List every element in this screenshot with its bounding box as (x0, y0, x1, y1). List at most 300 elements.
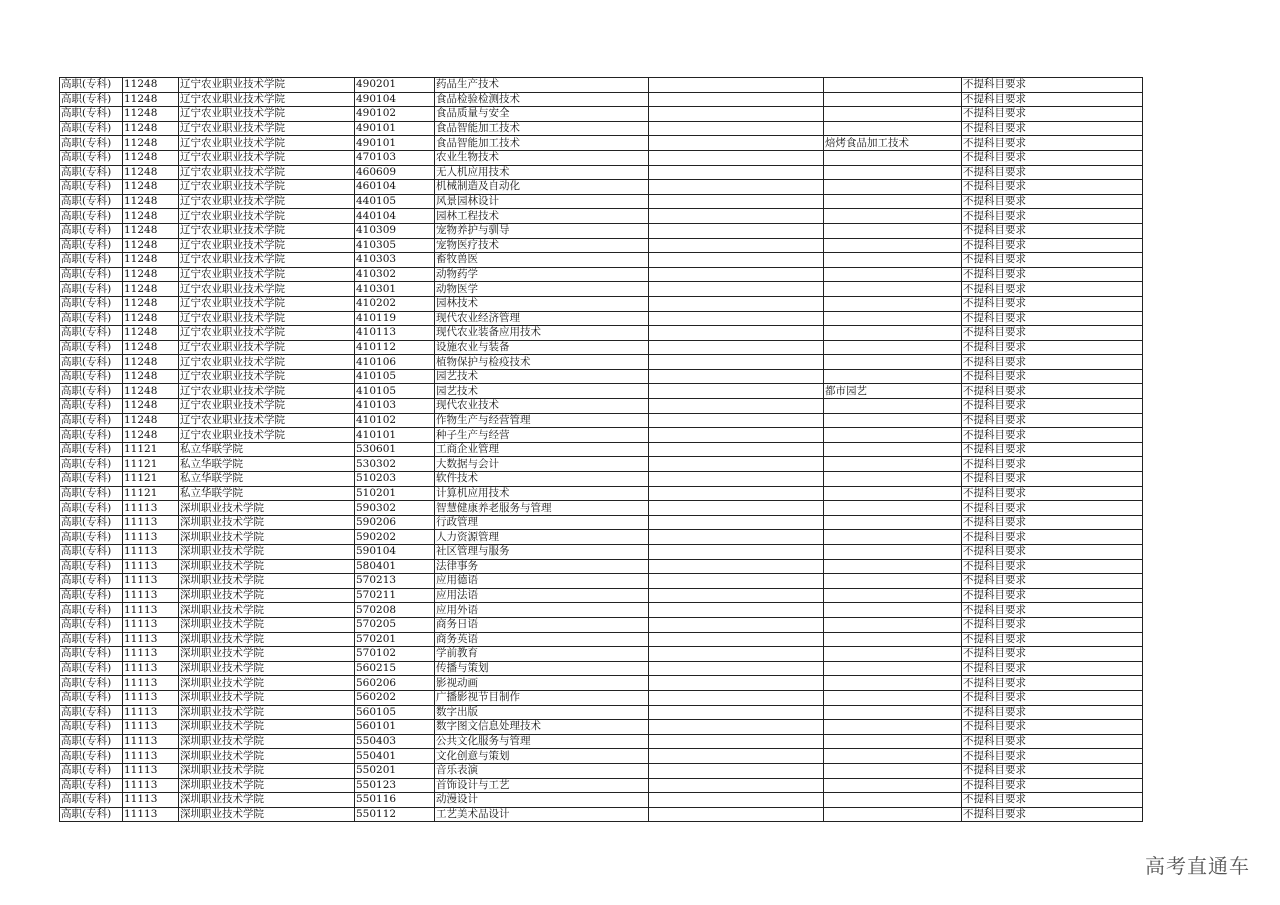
note-cell (649, 501, 824, 516)
major-code-cell: 550112 (355, 807, 435, 822)
direction-cell (824, 369, 962, 384)
level-cell: 高职(专科) (60, 267, 123, 282)
subject-requirement-cell: 不提科目要求 (962, 647, 1143, 662)
direction-cell (824, 778, 962, 793)
major-code-cell: 530302 (355, 457, 435, 472)
school-name-cell: 辽宁农业职业技术学院 (179, 194, 355, 209)
school-code-cell: 11248 (123, 311, 179, 326)
school-name-cell: 辽宁农业职业技术学院 (179, 369, 355, 384)
major-name-cell: 商务英语 (435, 632, 649, 647)
major-name-cell: 植物保护与检疫技术 (435, 355, 649, 370)
major-name-cell: 园艺技术 (435, 384, 649, 399)
subject-requirement-cell: 不提科目要求 (962, 632, 1143, 647)
school-code-cell: 11113 (123, 705, 179, 720)
level-cell: 高职(专科) (60, 545, 123, 560)
school-name-cell: 深圳职业技术学院 (179, 603, 355, 618)
major-name-cell: 智慧健康养老服务与管理 (435, 501, 649, 516)
school-name-cell: 辽宁农业职业技术学院 (179, 180, 355, 195)
level-cell: 高职(专科) (60, 734, 123, 749)
note-cell (649, 399, 824, 414)
table-row (60, 150, 1143, 165)
school-code-cell: 11113 (123, 720, 179, 735)
note-cell (649, 121, 824, 136)
level-cell: 高职(专科) (60, 720, 123, 735)
school-name-cell: 深圳职业技术学院 (179, 807, 355, 822)
major-name-cell: 工商企业管理 (435, 442, 649, 457)
direction-cell (824, 545, 962, 560)
major-name-cell: 首饰设计与工艺 (435, 778, 649, 793)
note-cell (649, 457, 824, 472)
school-code-cell: 11113 (123, 574, 179, 589)
major-code-cell: 560215 (355, 661, 435, 676)
school-name-cell: 辽宁农业职业技术学院 (179, 150, 355, 165)
level-cell: 高职(专科) (60, 603, 123, 618)
school-name-cell: 私立华联学院 (179, 486, 355, 501)
school-code-cell: 11248 (123, 165, 179, 180)
subject-requirement-cell: 不提科目要求 (962, 92, 1143, 107)
school-code-cell: 11248 (123, 384, 179, 399)
table-row (60, 690, 1143, 705)
major-name-cell: 法律事务 (435, 559, 649, 574)
table-row (60, 515, 1143, 530)
direction-cell (824, 209, 962, 224)
school-code-cell: 11113 (123, 617, 179, 632)
school-code-cell: 11113 (123, 515, 179, 530)
major-name-cell: 风景园林设计 (435, 194, 649, 209)
school-code-cell: 11113 (123, 749, 179, 764)
direction-cell (824, 267, 962, 282)
admissions-table (59, 77, 1143, 822)
note-cell (649, 340, 824, 355)
subject-requirement-cell: 不提科目要求 (962, 588, 1143, 603)
table-row (60, 121, 1143, 136)
school-name-cell: 辽宁农业职业技术学院 (179, 413, 355, 428)
note-cell (649, 311, 824, 326)
school-name-cell: 辽宁农业职业技术学院 (179, 165, 355, 180)
table-row (60, 282, 1143, 297)
level-cell: 高职(专科) (60, 150, 123, 165)
note-cell (649, 267, 824, 282)
table-row (60, 763, 1143, 778)
school-name-cell: 深圳职业技术学院 (179, 501, 355, 516)
school-code-cell: 11121 (123, 486, 179, 501)
subject-requirement-cell: 不提科目要求 (962, 355, 1143, 370)
level-cell: 高职(专科) (60, 428, 123, 443)
note-cell (649, 486, 824, 501)
table-row (60, 530, 1143, 545)
subject-requirement-cell: 不提科目要求 (962, 253, 1143, 268)
level-cell: 高职(专科) (60, 632, 123, 647)
level-cell: 高职(专科) (60, 793, 123, 808)
direction-cell (824, 515, 962, 530)
school-code-cell: 11113 (123, 559, 179, 574)
direction-cell (824, 442, 962, 457)
school-code-cell: 11121 (123, 472, 179, 487)
major-name-cell: 音乐表演 (435, 763, 649, 778)
school-name-cell: 深圳职业技术学院 (179, 632, 355, 647)
direction-cell (824, 180, 962, 195)
direction-cell (824, 617, 962, 632)
school-code-cell: 11248 (123, 194, 179, 209)
school-code-cell: 11248 (123, 340, 179, 355)
school-code-cell: 11113 (123, 530, 179, 545)
school-code-cell: 11248 (123, 355, 179, 370)
level-cell: 高职(专科) (60, 384, 123, 399)
subject-requirement-cell: 不提科目要求 (962, 194, 1143, 209)
note-cell (649, 384, 824, 399)
table-row (60, 632, 1143, 647)
note-cell (649, 150, 824, 165)
note-cell (649, 647, 824, 662)
school-name-cell: 深圳职业技术学院 (179, 690, 355, 705)
direction-cell (824, 734, 962, 749)
direction-cell (824, 749, 962, 764)
school-code-cell: 11113 (123, 545, 179, 560)
subject-requirement-cell: 不提科目要求 (962, 763, 1143, 778)
level-cell: 高职(专科) (60, 501, 123, 516)
table-row (60, 238, 1143, 253)
major-name-cell: 数字图文信息处理技术 (435, 720, 649, 735)
school-name-cell: 深圳职业技术学院 (179, 749, 355, 764)
major-code-cell: 410103 (355, 399, 435, 414)
major-code-cell: 560101 (355, 720, 435, 735)
subject-requirement-cell: 不提科目要求 (962, 223, 1143, 238)
note-cell (649, 136, 824, 151)
table-row (60, 267, 1143, 282)
level-cell: 高职(专科) (60, 690, 123, 705)
school-name-cell: 深圳职业技术学院 (179, 647, 355, 662)
note-cell (649, 778, 824, 793)
table-row (60, 107, 1143, 122)
major-name-cell: 应用外语 (435, 603, 649, 618)
major-name-cell: 应用德语 (435, 574, 649, 589)
direction-cell (824, 326, 962, 341)
school-code-cell: 11248 (123, 253, 179, 268)
major-name-cell: 园林工程技术 (435, 209, 649, 224)
major-code-cell: 410303 (355, 253, 435, 268)
school-code-cell: 11113 (123, 588, 179, 603)
major-code-cell: 590104 (355, 545, 435, 560)
school-code-cell: 11248 (123, 209, 179, 224)
table-row (60, 399, 1143, 414)
major-code-cell: 560105 (355, 705, 435, 720)
major-code-cell: 590202 (355, 530, 435, 545)
note-cell (649, 223, 824, 238)
subject-requirement-cell: 不提科目要求 (962, 340, 1143, 355)
school-name-cell: 深圳职业技术学院 (179, 588, 355, 603)
subject-requirement-cell: 不提科目要求 (962, 413, 1143, 428)
note-cell (649, 807, 824, 822)
table-row (60, 442, 1143, 457)
level-cell: 高职(专科) (60, 486, 123, 501)
direction-cell (824, 457, 962, 472)
school-code-cell: 11248 (123, 180, 179, 195)
subject-requirement-cell: 不提科目要求 (962, 326, 1143, 341)
school-name-cell: 辽宁农业职业技术学院 (179, 107, 355, 122)
direction-cell (824, 78, 962, 93)
direction-cell: 焙烤食品加工技术 (824, 136, 962, 151)
major-code-cell: 410305 (355, 238, 435, 253)
table-row (60, 778, 1143, 793)
direction-cell (824, 238, 962, 253)
note-cell (649, 296, 824, 311)
school-code-cell: 11113 (123, 676, 179, 691)
major-code-cell: 410301 (355, 282, 435, 297)
major-name-cell: 无人机应用技术 (435, 165, 649, 180)
level-cell: 高职(专科) (60, 296, 123, 311)
major-code-cell: 550403 (355, 734, 435, 749)
table-row (60, 311, 1143, 326)
school-code-cell: 11248 (123, 92, 179, 107)
school-code-cell: 11248 (123, 238, 179, 253)
major-name-cell: 动漫设计 (435, 793, 649, 808)
subject-requirement-cell: 不提科目要求 (962, 209, 1143, 224)
major-name-cell: 人力资源管理 (435, 530, 649, 545)
table-row (60, 296, 1143, 311)
major-name-cell: 软件技术 (435, 472, 649, 487)
direction-cell: 都市园艺 (824, 384, 962, 399)
note-cell (649, 603, 824, 618)
school-name-cell: 深圳职业技术学院 (179, 763, 355, 778)
direction-cell (824, 282, 962, 297)
subject-requirement-cell: 不提科目要求 (962, 442, 1143, 457)
major-code-cell: 460609 (355, 165, 435, 180)
note-cell (649, 107, 824, 122)
note-cell (649, 705, 824, 720)
table-row (60, 559, 1143, 574)
table-row (60, 807, 1143, 822)
school-name-cell: 深圳职业技术学院 (179, 778, 355, 793)
major-code-cell: 410202 (355, 296, 435, 311)
major-code-cell: 510201 (355, 486, 435, 501)
school-name-cell: 深圳职业技术学院 (179, 515, 355, 530)
note-cell (649, 282, 824, 297)
note-cell (649, 793, 824, 808)
note-cell (649, 472, 824, 487)
level-cell: 高职(专科) (60, 647, 123, 662)
level-cell: 高职(专科) (60, 369, 123, 384)
subject-requirement-cell: 不提科目要求 (962, 720, 1143, 735)
major-name-cell: 文化创意与策划 (435, 749, 649, 764)
direction-cell (824, 165, 962, 180)
table-row (60, 501, 1143, 516)
major-code-cell: 490102 (355, 107, 435, 122)
major-code-cell: 570211 (355, 588, 435, 603)
school-name-cell: 深圳职业技术学院 (179, 705, 355, 720)
direction-cell (824, 501, 962, 516)
school-name-cell: 辽宁农业职业技术学院 (179, 311, 355, 326)
direction-cell (824, 296, 962, 311)
note-cell (649, 209, 824, 224)
subject-requirement-cell: 不提科目要求 (962, 311, 1143, 326)
school-code-cell: 11248 (123, 121, 179, 136)
school-name-cell: 辽宁农业职业技术学院 (179, 296, 355, 311)
major-code-cell: 410105 (355, 384, 435, 399)
school-code-cell: 11248 (123, 107, 179, 122)
note-cell (649, 734, 824, 749)
note-cell (649, 428, 824, 443)
level-cell: 高职(专科) (60, 223, 123, 238)
note-cell (649, 690, 824, 705)
direction-cell (824, 574, 962, 589)
level-cell: 高职(专科) (60, 209, 123, 224)
major-name-cell: 食品检验检测技术 (435, 92, 649, 107)
level-cell: 高职(专科) (60, 326, 123, 341)
table-row (60, 428, 1143, 443)
school-code-cell: 11113 (123, 632, 179, 647)
note-cell (649, 545, 824, 560)
subject-requirement-cell: 不提科目要求 (962, 369, 1143, 384)
subject-requirement-cell: 不提科目要求 (962, 574, 1143, 589)
major-name-cell: 食品智能加工技术 (435, 121, 649, 136)
level-cell: 高职(专科) (60, 778, 123, 793)
level-cell: 高职(专科) (60, 253, 123, 268)
major-name-cell: 现代农业技术 (435, 399, 649, 414)
level-cell: 高职(专科) (60, 515, 123, 530)
note-cell (649, 355, 824, 370)
subject-requirement-cell: 不提科目要求 (962, 136, 1143, 151)
note-cell (649, 530, 824, 545)
major-code-cell: 490101 (355, 121, 435, 136)
level-cell: 高职(专科) (60, 165, 123, 180)
note-cell (649, 369, 824, 384)
table-row (60, 749, 1143, 764)
note-cell (649, 588, 824, 603)
table-row (60, 355, 1143, 370)
subject-requirement-cell: 不提科目要求 (962, 238, 1143, 253)
table-row (60, 92, 1143, 107)
school-name-cell: 深圳职业技术学院 (179, 574, 355, 589)
level-cell: 高职(专科) (60, 92, 123, 107)
note-cell (649, 559, 824, 574)
level-cell: 高职(专科) (60, 413, 123, 428)
direction-cell (824, 355, 962, 370)
note-cell (649, 749, 824, 764)
school-name-cell: 辽宁农业职业技术学院 (179, 340, 355, 355)
table-row (60, 209, 1143, 224)
level-cell: 高职(专科) (60, 78, 123, 93)
table-row (60, 78, 1143, 93)
major-code-cell: 410112 (355, 340, 435, 355)
direction-cell (824, 603, 962, 618)
subject-requirement-cell: 不提科目要求 (962, 384, 1143, 399)
school-code-cell: 11113 (123, 763, 179, 778)
school-name-cell: 辽宁农业职业技术学院 (179, 355, 355, 370)
direction-cell (824, 705, 962, 720)
subject-requirement-cell: 不提科目要求 (962, 705, 1143, 720)
level-cell: 高职(专科) (60, 355, 123, 370)
major-name-cell: 现代农业装备应用技术 (435, 326, 649, 341)
table-row (60, 574, 1143, 589)
school-code-cell: 11121 (123, 442, 179, 457)
direction-cell (824, 107, 962, 122)
table-row (60, 472, 1143, 487)
table-row (60, 603, 1143, 618)
level-cell: 高职(专科) (60, 749, 123, 764)
school-name-cell: 深圳职业技术学院 (179, 793, 355, 808)
level-cell: 高职(专科) (60, 311, 123, 326)
note-cell (649, 180, 824, 195)
level-cell: 高职(专科) (60, 107, 123, 122)
school-name-cell: 辽宁农业职业技术学院 (179, 267, 355, 282)
major-name-cell: 工艺美术品设计 (435, 807, 649, 822)
direction-cell (824, 413, 962, 428)
direction-cell (824, 253, 962, 268)
major-code-cell: 410101 (355, 428, 435, 443)
note-cell (649, 574, 824, 589)
level-cell: 高职(专科) (60, 282, 123, 297)
table-row (60, 486, 1143, 501)
level-cell: 高职(专科) (60, 763, 123, 778)
school-code-cell: 11113 (123, 690, 179, 705)
school-name-cell: 私立华联学院 (179, 457, 355, 472)
major-code-cell: 570201 (355, 632, 435, 647)
school-code-cell: 11248 (123, 428, 179, 443)
subject-requirement-cell: 不提科目要求 (962, 150, 1143, 165)
school-code-cell: 11248 (123, 326, 179, 341)
table-row (60, 253, 1143, 268)
major-code-cell: 410119 (355, 311, 435, 326)
major-code-cell: 550201 (355, 763, 435, 778)
school-name-cell: 辽宁农业职业技术学院 (179, 384, 355, 399)
table-row (60, 326, 1143, 341)
major-name-cell: 社区管理与服务 (435, 545, 649, 560)
major-code-cell: 410302 (355, 267, 435, 282)
subject-requirement-cell: 不提科目要求 (962, 807, 1143, 822)
school-code-cell: 11113 (123, 734, 179, 749)
school-name-cell: 私立华联学院 (179, 472, 355, 487)
school-code-cell: 11113 (123, 647, 179, 662)
major-name-cell: 商务日语 (435, 617, 649, 632)
subject-requirement-cell: 不提科目要求 (962, 515, 1143, 530)
subject-requirement-cell: 不提科目要求 (962, 457, 1143, 472)
subject-requirement-cell: 不提科目要求 (962, 559, 1143, 574)
note-cell (649, 632, 824, 647)
table-body (60, 78, 1143, 822)
subject-requirement-cell: 不提科目要求 (962, 617, 1143, 632)
subject-requirement-cell: 不提科目要求 (962, 180, 1143, 195)
level-cell: 高职(专科) (60, 194, 123, 209)
level-cell: 高职(专科) (60, 676, 123, 691)
school-name-cell: 深圳职业技术学院 (179, 676, 355, 691)
note-cell (649, 720, 824, 735)
level-cell: 高职(专科) (60, 442, 123, 457)
major-name-cell: 药品生产技术 (435, 78, 649, 93)
major-code-cell: 550123 (355, 778, 435, 793)
school-name-cell: 深圳职业技术学院 (179, 617, 355, 632)
school-name-cell: 深圳职业技术学院 (179, 661, 355, 676)
major-name-cell: 园林技术 (435, 296, 649, 311)
major-code-cell: 560206 (355, 676, 435, 691)
major-code-cell: 460104 (355, 180, 435, 195)
subject-requirement-cell: 不提科目要求 (962, 165, 1143, 180)
school-code-cell: 11113 (123, 793, 179, 808)
note-cell (649, 617, 824, 632)
table-row (60, 457, 1143, 472)
level-cell: 高职(专科) (60, 661, 123, 676)
watermark: 高考直通车 (1145, 854, 1250, 878)
major-code-cell: 410105 (355, 369, 435, 384)
school-code-cell: 11248 (123, 78, 179, 93)
table-row (60, 340, 1143, 355)
level-cell: 高职(专科) (60, 399, 123, 414)
school-code-cell: 11248 (123, 267, 179, 282)
direction-cell (824, 676, 962, 691)
subject-requirement-cell: 不提科目要求 (962, 603, 1143, 618)
school-code-cell: 11248 (123, 136, 179, 151)
table-row (60, 661, 1143, 676)
subject-requirement-cell: 不提科目要求 (962, 78, 1143, 93)
